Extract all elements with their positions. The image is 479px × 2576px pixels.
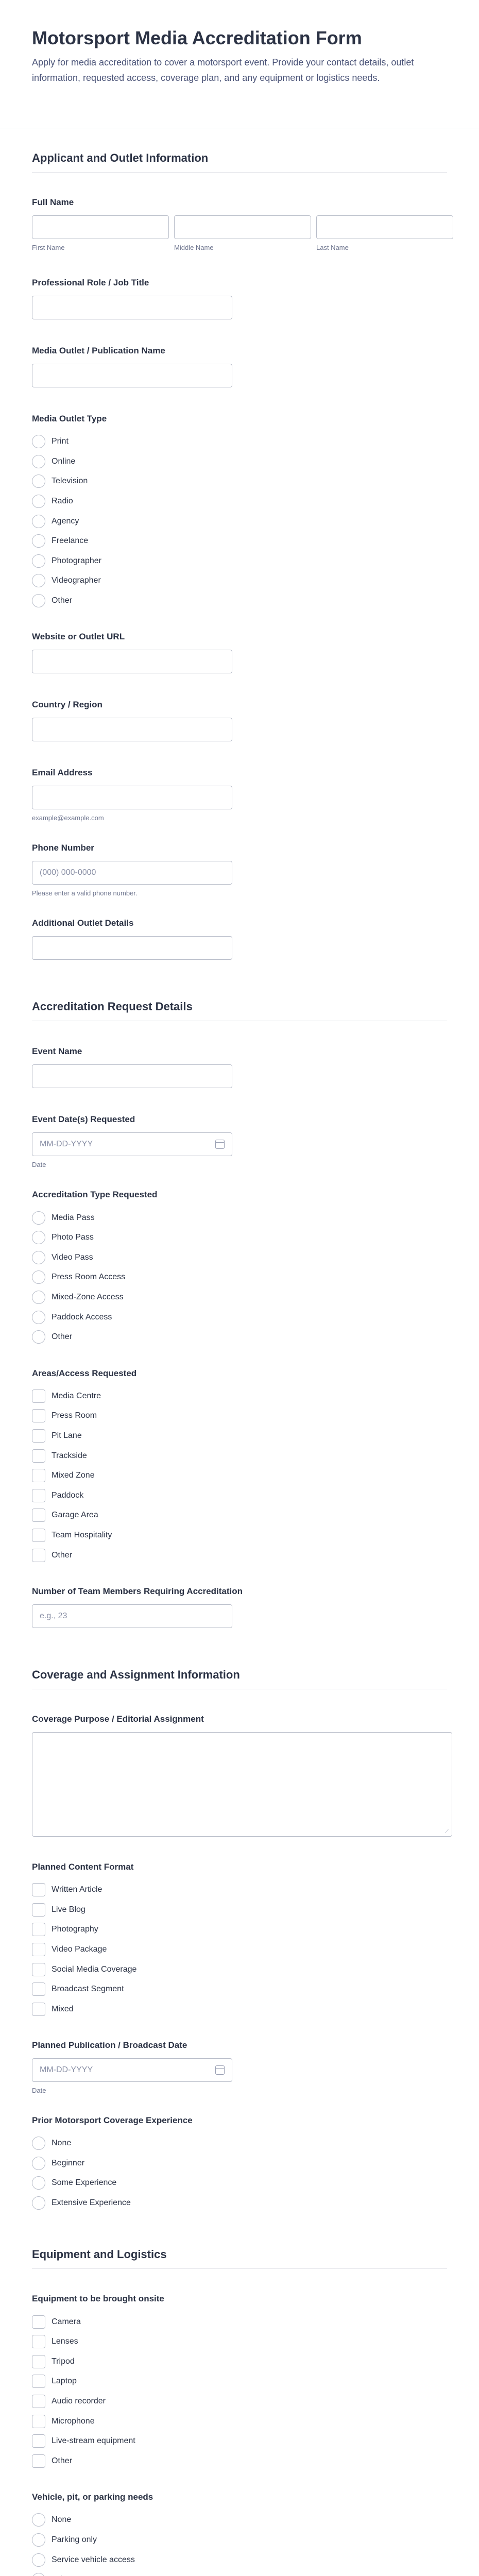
checkbox-box[interactable] (32, 1429, 45, 1443)
option-label: None (52, 2139, 72, 2148)
option-label: Other (52, 2456, 73, 2465)
radio-option[interactable] (32, 551, 447, 571)
option-label: Radio (52, 497, 73, 506)
option-label: Mixed Zone (52, 1471, 95, 1480)
checkbox-option[interactable] (32, 1446, 447, 1466)
radio-option[interactable] (32, 2173, 447, 2193)
team-members-input[interactable] (32, 1604, 232, 1628)
website-input[interactable] (32, 650, 232, 673)
checkbox-option[interactable] (32, 1979, 447, 1999)
radio-circle[interactable] (32, 495, 45, 508)
checkbox-option[interactable] (32, 2431, 447, 2451)
first-name-sublabel: First Name (32, 244, 65, 251)
option-label: Mixed-Zone Access (52, 1293, 124, 1302)
checkbox-option[interactable] (32, 2371, 447, 2392)
field-event-name (32, 1046, 447, 1088)
outlet-type-label: Media Outlet Type (32, 414, 107, 423)
radio-circle[interactable] (32, 435, 45, 448)
field-areas (32, 1368, 447, 1565)
email-sublabel: example@example.com (32, 814, 104, 822)
radio-option[interactable] (32, 2193, 447, 2213)
radio-option[interactable] (32, 591, 447, 611)
field-outlet-type (32, 413, 447, 611)
checkbox-option[interactable] (32, 2451, 447, 2471)
phone-input[interactable] (32, 861, 232, 885)
resize-grip-icon[interactable]: ⟋ (445, 1828, 449, 1835)
section-title-accreditation: Accreditation Request Details (32, 1000, 447, 1021)
email-input[interactable] (32, 786, 232, 809)
radio-option[interactable] (32, 1228, 447, 1248)
field-email (32, 767, 447, 822)
radio-option[interactable] (32, 1248, 447, 1268)
radio-option[interactable] (32, 471, 447, 492)
first-name-input[interactable] (32, 215, 169, 239)
outlet-type-options (32, 432, 447, 611)
content-format-options (32, 1880, 447, 2019)
vehicle-label: Vehicle, pit, or parking needs (32, 2492, 153, 2502)
radio-circle[interactable] (32, 2553, 45, 2567)
section-coverage (0, 1628, 479, 2213)
option-label: Press Room (52, 1411, 97, 1420)
option-label: Other (52, 1332, 73, 1342)
option-label: Print (52, 437, 69, 446)
radio-circle[interactable] (32, 1231, 45, 1244)
option-label: Media Centre (52, 1391, 101, 1400)
radio-option[interactable] (32, 1267, 447, 1287)
checkbox-option[interactable] (32, 1466, 447, 1486)
option-label: Trackside (52, 1451, 87, 1460)
middle-name-col (174, 215, 311, 252)
option-label: Videographer (52, 576, 101, 585)
field-outlet-name (32, 345, 447, 387)
event-name-input[interactable] (32, 1064, 232, 1088)
checkbox-box[interactable] (32, 1982, 45, 1996)
field-vehicle (32, 2492, 447, 2576)
radio-option[interactable] (32, 1208, 447, 1228)
checkbox-option[interactable] (32, 1485, 447, 1505)
checkbox-box[interactable] (32, 2375, 45, 2388)
checkbox-box[interactable] (32, 2454, 45, 2468)
option-label: Video Pass (52, 1252, 93, 1262)
checkbox-option[interactable] (32, 1900, 447, 1920)
checkbox-box[interactable] (32, 2355, 45, 2368)
option-label: Press Room Access (52, 1273, 126, 1282)
option-label: Microphone (52, 2416, 95, 2426)
field-publication-date (32, 2040, 447, 2095)
checkbox-box[interactable] (32, 2315, 45, 2329)
option-label: Online (52, 456, 76, 466)
team-members-placeholder: e.g., 23 (40, 1611, 67, 1620)
radio-option[interactable] (32, 432, 447, 452)
radio-option[interactable] (32, 2530, 447, 2550)
checkbox-box[interactable] (32, 1903, 45, 1917)
radio-circle[interactable] (32, 1291, 45, 1304)
areas-options (32, 1386, 447, 1565)
content-format-label: Planned Content Format (32, 1861, 134, 1872)
vehicle-options (32, 2510, 447, 2576)
radio-option[interactable] (32, 531, 447, 551)
coverage-purpose-label: Coverage Purpose / Editorial Assignment (32, 1714, 204, 1724)
radio-option[interactable] (32, 2510, 447, 2530)
checkbox-option[interactable] (32, 1426, 447, 1446)
last-name-sublabel: Last Name (316, 244, 349, 251)
radio-circle[interactable] (32, 2137, 45, 2150)
checkbox-option[interactable] (32, 1940, 447, 1960)
checkbox-option[interactable] (32, 2352, 447, 2372)
event-dates-sublabel: Date (32, 1161, 46, 1169)
option-label: Other (52, 596, 73, 605)
option-label: Video Package (52, 1944, 107, 1954)
option-label: Laptop (52, 2377, 77, 2386)
radio-circle[interactable] (32, 594, 45, 607)
radio-circle[interactable] (32, 554, 45, 568)
outlet-name-label: Media Outlet / Publication Name (32, 346, 165, 355)
section-title-equipment: Equipment and Logistics (32, 2248, 447, 2269)
checkbox-option[interactable] (32, 1386, 447, 1406)
field-event-dates (32, 1114, 447, 1169)
option-label: Live-stream equipment (52, 2436, 135, 2446)
event-name-label: Event Name (32, 1046, 82, 1057)
phone-sublabel: Please enter a valid phone number. (32, 889, 138, 897)
option-label: Parking only (52, 2535, 97, 2545)
role-label: Professional Role / Job Title (32, 278, 149, 287)
radio-option[interactable] (32, 1287, 447, 1308)
option-label: Social Media Coverage (52, 1964, 137, 1974)
field-role (32, 277, 447, 319)
checkbox-box[interactable] (32, 2003, 45, 2016)
checkbox-option[interactable] (32, 2392, 447, 2412)
checkbox-option[interactable] (32, 1406, 447, 1426)
equipment-options (32, 2312, 447, 2471)
radio-option[interactable] (32, 511, 447, 531)
coverage-purpose-textarea[interactable] (32, 1732, 452, 1837)
field-phone (32, 842, 447, 897)
checkbox-box[interactable] (32, 1923, 45, 1936)
checkbox-option[interactable] (32, 1545, 447, 1565)
option-label: None (52, 2515, 72, 2524)
checkbox-option[interactable] (32, 1880, 447, 1900)
checkbox-box[interactable] (32, 1449, 45, 1463)
checkbox-box[interactable] (32, 1409, 45, 1422)
checkbox-option[interactable] (32, 1920, 447, 1940)
option-label: Freelance (52, 536, 89, 546)
field-experience (32, 2115, 447, 2213)
event-dates-input[interactable] (32, 1132, 232, 1156)
checkbox-box[interactable] (32, 1489, 45, 1502)
section-equipment (0, 2213, 479, 2576)
checkbox-option[interactable] (32, 2312, 447, 2332)
radio-option[interactable] (32, 2154, 447, 2174)
checkbox-box[interactable] (32, 2395, 45, 2408)
option-label: Agency (52, 516, 79, 526)
option-label: Lenses (52, 2337, 78, 2346)
option-label: Live Blog (52, 1905, 85, 1914)
option-label: Written Article (52, 1885, 102, 1894)
event-dates-label: Event Date(s) Requested (32, 1114, 135, 1125)
radio-circle[interactable] (32, 2513, 45, 2527)
option-label: Media Pass (52, 1213, 95, 1222)
option-label: Photography (52, 1925, 98, 1934)
checkbox-box[interactable] (32, 2434, 45, 2448)
section-title-applicant: Applicant and Outlet Information (32, 151, 447, 173)
phone-label: Phone Number (32, 843, 94, 853)
additional-outlet-label: Additional Outlet Details (32, 918, 134, 928)
publication-date-placeholder: MM-DD-YYYY (40, 2065, 93, 2074)
option-label: Audio recorder (52, 2397, 106, 2406)
option-label: Pit Lane (52, 1431, 82, 1440)
checkbox-box[interactable] (32, 1509, 45, 1522)
checkbox-option[interactable] (32, 1999, 447, 2019)
checkbox-box[interactable] (32, 1943, 45, 1956)
experience-label: Prior Motorsport Coverage Experience (32, 2115, 193, 2125)
section-title-coverage: Coverage and Assignment Information (32, 1668, 447, 1689)
radio-circle[interactable] (32, 2196, 45, 2210)
outlet-name-input[interactable] (32, 364, 232, 387)
website-label: Website or Outlet URL (32, 632, 125, 642)
checkbox-box[interactable] (32, 2415, 45, 2428)
section-accreditation (0, 960, 479, 1628)
radio-circle[interactable] (32, 534, 45, 548)
section-applicant (0, 128, 479, 960)
option-label: Beginner (52, 2158, 85, 2167)
radio-option[interactable] (32, 1327, 447, 1347)
field-team-members (32, 1586, 447, 1628)
radio-circle[interactable] (32, 474, 45, 488)
calendar-icon[interactable] (215, 2065, 225, 2075)
option-label: Mixed (52, 2004, 74, 2013)
option-label: Photographer (52, 556, 101, 565)
field-equipment (32, 2293, 447, 2471)
checkbox-box[interactable] (32, 2335, 45, 2348)
option-label: Camera (52, 2317, 81, 2326)
radio-circle[interactable] (32, 2533, 45, 2547)
radio-circle[interactable] (32, 1270, 45, 1284)
country-input[interactable] (32, 718, 232, 741)
radio-circle[interactable] (32, 515, 45, 528)
checkbox-box[interactable] (32, 1963, 45, 1976)
radio-circle[interactable] (32, 1251, 45, 1264)
accreditation-type-label: Accreditation Type Requested (32, 1190, 158, 1200)
radio-circle[interactable] (32, 455, 45, 468)
option-label: Service vehicle access (52, 2555, 135, 2564)
option-label: Paddock (52, 1490, 84, 1500)
radio-option[interactable] (32, 452, 447, 472)
radio-option[interactable] (32, 2133, 447, 2154)
phone-placeholder: (000) 000-0000 (40, 868, 96, 877)
last-name-col (316, 215, 453, 252)
option-label: Some Experience (52, 2178, 117, 2188)
option-label: Garage Area (52, 1511, 98, 1520)
field-website (32, 631, 447, 673)
field-coverage-purpose (32, 1714, 447, 1837)
checkbox-box[interactable] (32, 1529, 45, 1542)
middle-name-input[interactable] (174, 215, 311, 239)
form-title: Motorsport Media Accreditation Form (32, 27, 362, 48)
additional-outlet-input[interactable] (32, 936, 232, 960)
radio-circle[interactable] (32, 574, 45, 587)
last-name-input[interactable] (316, 215, 453, 239)
radio-circle[interactable] (32, 1330, 45, 1344)
middle-name-sublabel: Middle Name (174, 244, 214, 251)
option-label: Other (52, 1550, 73, 1560)
checkbox-option[interactable] (32, 1526, 447, 1546)
first-name-col (32, 215, 169, 252)
checkbox-box[interactable] (32, 1389, 45, 1403)
radio-circle[interactable] (32, 2176, 45, 2190)
option-label: Tripod (52, 2357, 75, 2366)
team-members-label: Number of Team Members Requiring Accreditation (32, 1586, 243, 1596)
field-accreditation-type (32, 1189, 447, 1347)
checkbox-option[interactable] (32, 2332, 447, 2352)
publication-date-input[interactable] (32, 2058, 232, 2082)
event-dates-placeholder: MM-DD-YYYY (40, 1140, 93, 1149)
option-label: Extensive Experience (52, 2198, 131, 2208)
checkbox-option[interactable] (32, 2411, 447, 2431)
areas-label: Areas/Access Requested (32, 1368, 137, 1378)
equipment-label: Equipment to be brought onsite (32, 2294, 164, 2304)
country-label: Country / Region (32, 700, 102, 710)
option-label: Paddock Access (52, 1312, 112, 1321)
radio-circle[interactable] (32, 2573, 45, 2576)
radio-circle[interactable] (32, 2157, 45, 2170)
radio-circle[interactable] (32, 1211, 45, 1225)
radio-option[interactable] (32, 1307, 447, 1327)
field-content-format (32, 1861, 447, 2019)
role-input[interactable] (32, 296, 232, 319)
checkbox-box[interactable] (32, 1549, 45, 1562)
full-name-row (32, 215, 447, 252)
email-label: Email Address (32, 768, 93, 778)
option-label: Television (52, 477, 88, 486)
option-label: Team Hospitality (52, 1530, 112, 1539)
checkbox-option[interactable] (32, 1959, 447, 1979)
radio-option[interactable] (32, 492, 447, 512)
checkbox-box[interactable] (32, 1883, 45, 1896)
form-header (0, 0, 479, 128)
form-description: Apply for media accreditation to cover a motorsport event. Provide your contact details, outlet information, requested access, coverage plan, and any equipment or logistics needs. (32, 57, 414, 83)
publication-date-label: Planned Publication / Broadcast Date (32, 2040, 187, 2050)
publication-date-sublabel: Date (32, 2087, 46, 2094)
radio-option[interactable] (32, 2570, 447, 2576)
checkbox-option[interactable] (32, 1505, 447, 1526)
full-name-label: Full Name (32, 197, 74, 207)
radio-option[interactable] (32, 571, 447, 591)
radio-circle[interactable] (32, 1311, 45, 1324)
calendar-icon[interactable] (215, 1140, 225, 1149)
field-full-name (32, 197, 447, 252)
field-additional-outlet (32, 918, 447, 960)
experience-options (32, 2133, 447, 2213)
radio-option[interactable] (32, 2550, 447, 2570)
option-label: Broadcast Segment (52, 1985, 124, 1994)
field-country (32, 699, 447, 741)
accreditation-type-options (32, 1208, 447, 1347)
checkbox-box[interactable] (32, 1469, 45, 1482)
option-label: Photo Pass (52, 1233, 94, 1242)
